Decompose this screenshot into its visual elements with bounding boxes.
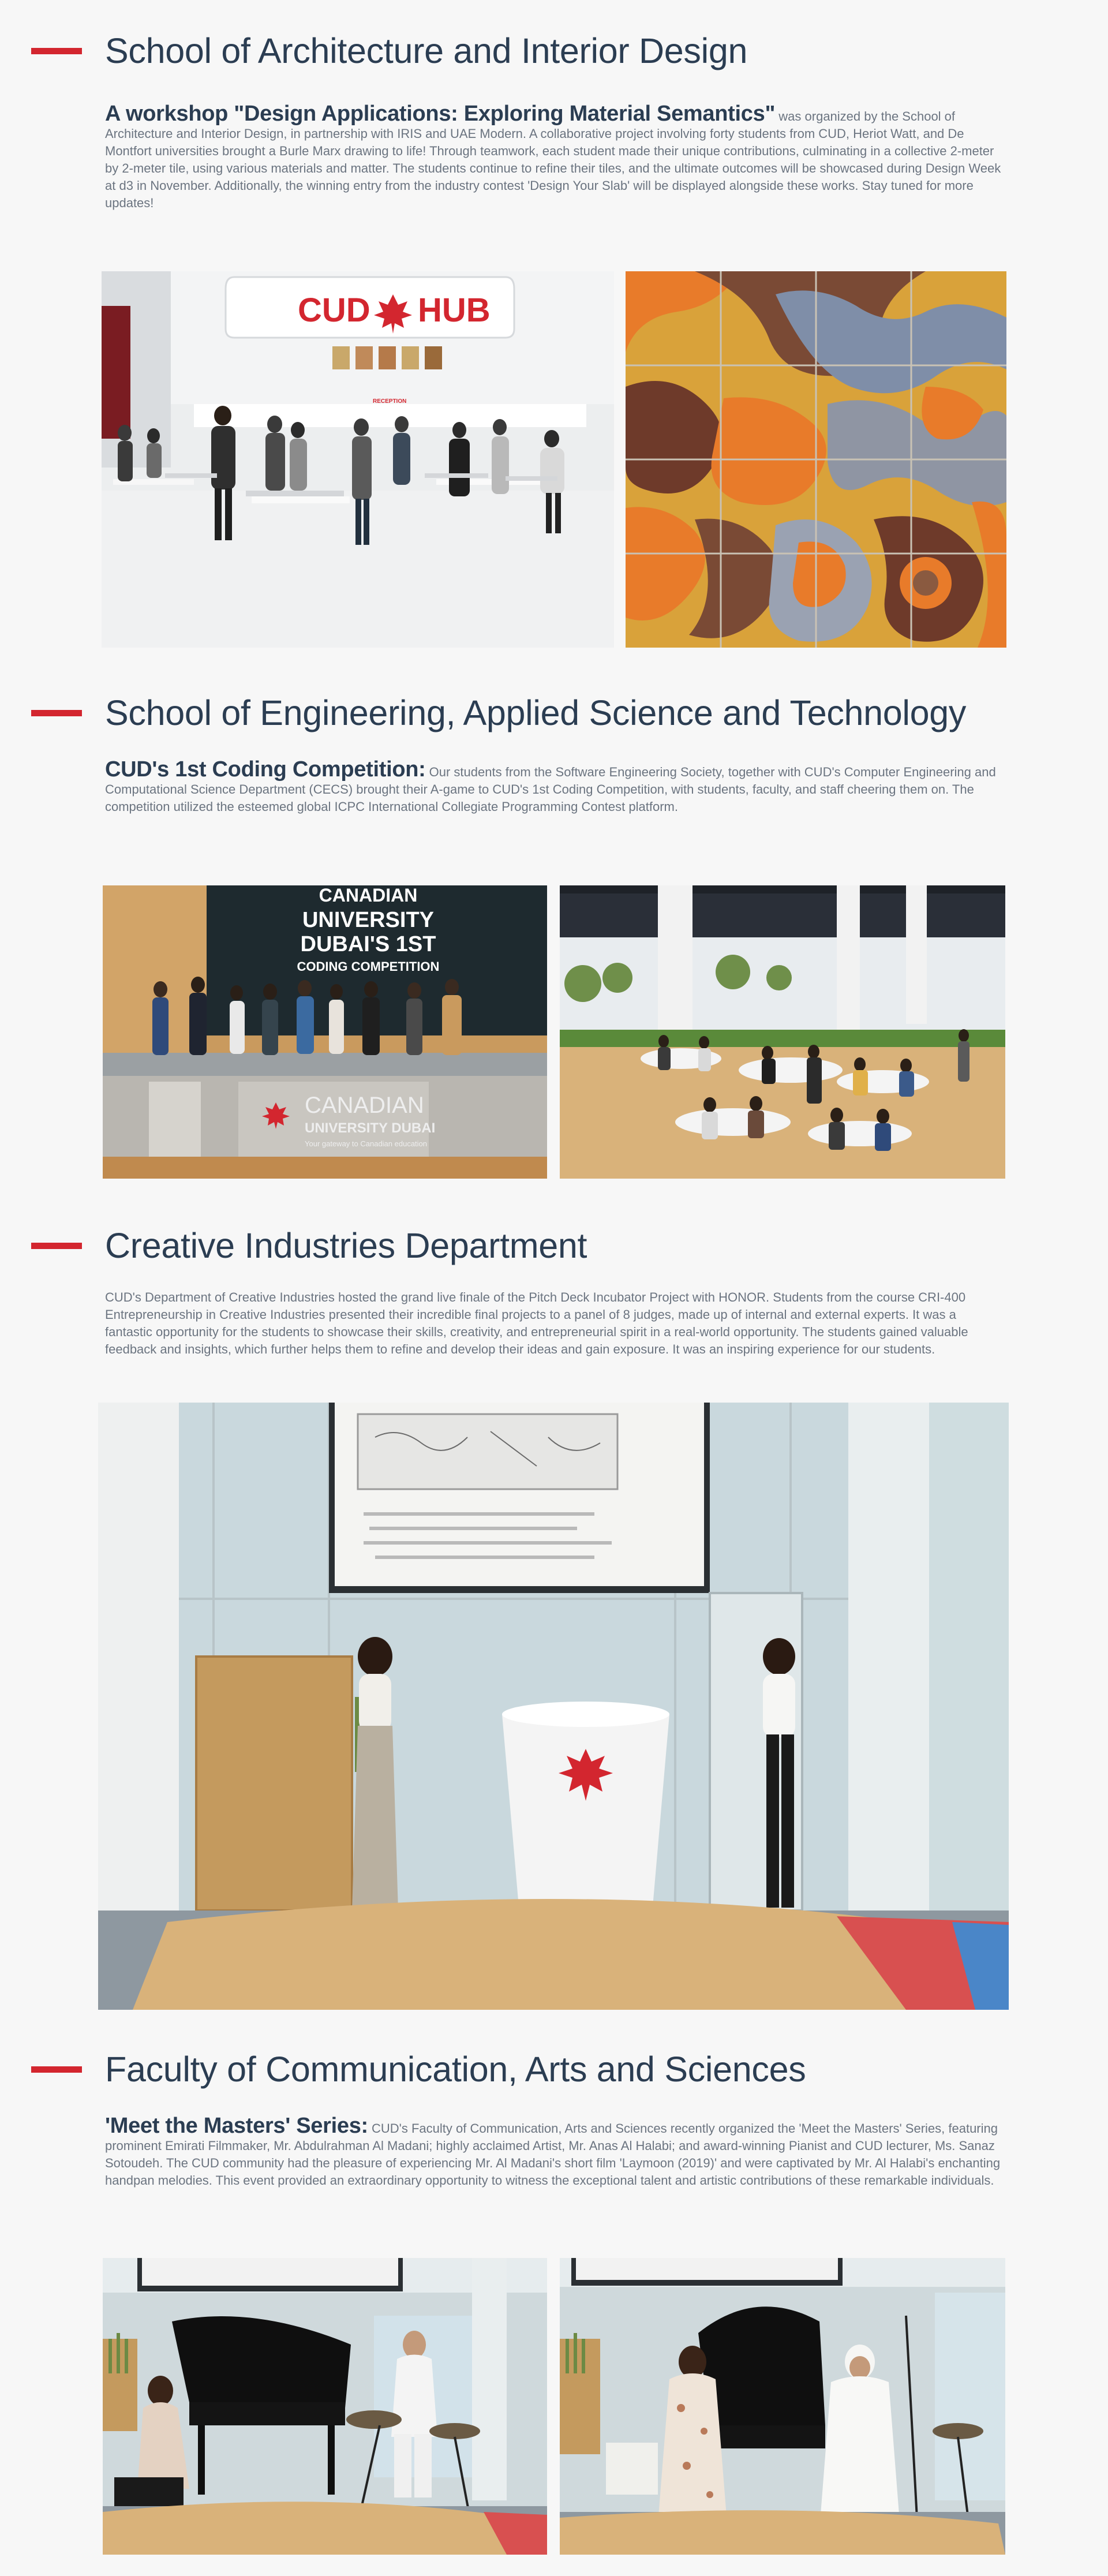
section-title: Faculty of Communication, Arts and Sciences: [105, 2050, 806, 2089]
screen-line-1: CANADIAN: [319, 885, 418, 906]
section-header-engineering: [0, 690, 966, 736]
accent-bar: [31, 710, 82, 716]
hub-sign-right: HUB: [418, 291, 491, 329]
section-header-creative: [0, 1222, 587, 1269]
tile-mosaic-photo: [626, 271, 1006, 648]
competition-hall-photo: [560, 885, 1005, 1179]
body-text: Our students from the Software Engineering Society, together with CUD's Computer Engineering and Computational Science Department (CECS) brought their A-game to CUD's 1st Coding Competition, with students, faculty, and staff cheering them on. The competition utilized the esteemed global ICPC International Collegiate Programming Contest platform.: [105, 765, 996, 814]
accent-bar: [31, 48, 82, 54]
section-title: School of Architecture and Interior Design: [105, 31, 748, 70]
screen-line-4: CODING COMPETITION: [297, 959, 440, 974]
section-text-creative: [105, 1289, 1005, 1358]
screen-line-3: DUBAI'S 1ST: [300, 932, 436, 956]
lead-heading: 'Meet the Masters' Series:: [105, 2114, 368, 2138]
pitch-finale-photo: [98, 1403, 1009, 2010]
masters-panel-photo: [560, 2258, 1005, 2555]
body-text: CUD's Department of Creative Industries hosted the grand live finale of the Pitch Deck Incubator Project with HONOR. Students from the course CRI-400 Entrepreneurship in Creative Industries presented their incredible final projects to a panel of 8 judges, made up of internal and external experts. It was a fantastic opportunity for the students to showcase their skills, creativity, and entrepreneurial spirit in a real-world opportunity. The students gained valuable feedback and insights, which further helps them to refine and develop their ideas and gain exposure. It was an inspiring experience for our students.: [105, 1290, 968, 1356]
workshop-photo: [102, 271, 614, 648]
section-title: School of Engineering, Applied Science and Technology: [105, 693, 967, 732]
desk-line-2: UNIVERSITY DUBAI: [305, 1120, 436, 1136]
screen-line-2: UNIVERSITY: [302, 908, 435, 932]
lead-heading: A workshop "Design Applications: Exploring Material Semantics": [105, 102, 776, 126]
masters-performance-photo: [103, 2258, 547, 2555]
section-text-engineering: [105, 757, 1005, 816]
section-header-architecture: [0, 28, 747, 74]
hub-sign-left: CUD: [298, 291, 370, 329]
body-text: was organized by the School of Architecture and Interior Design, in partnership with IRIS and UAE Modern. A collaborative project involving forty students from CUD, Heriot Watt, and De Montfort universities brought a Burle Marx drawing to life! Through teamwork, each student made their unique contributions, culminating in a collective 2-meter by 2-meter tile, using various materials and matter. The students continue to refine their tiles, and the ultimate outcomes will be showcased during Design Week at d3 in November. Additionally, the winning entry from the industry contest 'Design Your Slab' will be displayed alongside these works. Stay tuned for more updates!: [105, 109, 1001, 210]
reception-sign: RECEPTION: [373, 398, 407, 405]
body-text: CUD's Faculty of Communication, Arts and Sciences recently organized the 'Meet the Masters' Series, featuring prominent Emirati Filmmaker, Mr. Abdulrahman Al Madani; highly acclaimed Artist, Mr. Anas Al Halabi; and award-winning Pianist and CUD lecturer, Ms. Sanaz Sotoudeh. The CUD community had the pleasure of experiencing Mr. Al Madani's short film 'Laymoon (2019)' and were captivated by Mr. Al Halabi's enchanting handpan melodies. This event provided an extraordinary opportunity to witness the exceptional talent and artistic contributions of these remarkable individuals.: [105, 2121, 1001, 2188]
desk-line-1: CANADIAN: [305, 1093, 424, 1118]
section-text-architecture: [105, 102, 1005, 212]
desk-line-3: Your gateway to Canadian education: [305, 1139, 428, 1148]
section-text-communication: [105, 2114, 1005, 2189]
section-title: Creative Industries Department: [105, 1226, 587, 1265]
lead-heading: CUD's 1st Coding Competition:: [105, 757, 426, 782]
coding-competition-photo: [103, 885, 547, 1179]
accent-bar: [31, 1243, 82, 1249]
accent-bar: [31, 2066, 82, 2073]
section-header-communication: [0, 2046, 806, 2092]
